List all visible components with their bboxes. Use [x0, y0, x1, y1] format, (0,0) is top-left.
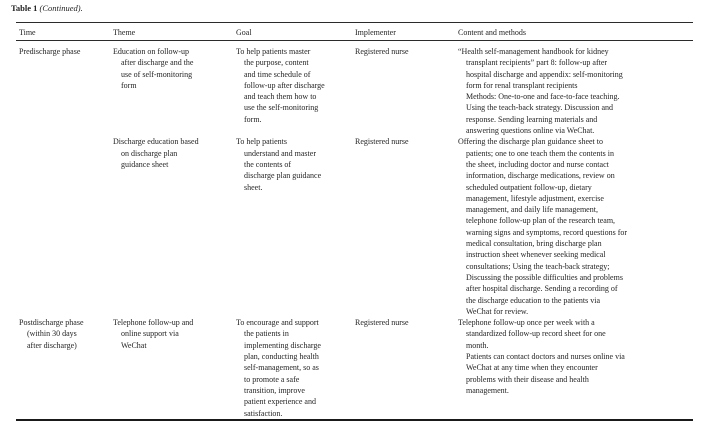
- cell-content-methods: “Health self-management handbook for kidney transplant recipients” part 8: follow-up after hospital discharge and appendix: self-monitoring form for renal transplant recipients Methods: One-to-one and face-to-face teaching. Using the teach-back strategy. Discussion and response. Sending learning materials and answering questions online via WeChat.: [458, 47, 623, 136]
- cell-implementer: Registered nurse: [355, 318, 409, 328]
- col-header-content-methods: Content and methods: [458, 28, 526, 37]
- cell-goal: To help patients master the purpose, content and time schedule of follow-up after discharge and teach them how to use the self-monitoring form.: [236, 47, 325, 124]
- table-body: [16, 41, 693, 421]
- cell-theme: Telephone follow-up and online support via WeChat: [113, 318, 194, 350]
- cell-theme: Education on follow-up after discharge and the use of self-monitoring form: [113, 47, 194, 90]
- table-title: [11, 3, 83, 14]
- table-title-label: Table 1: [11, 3, 38, 13]
- cell-implementer: Registered nurse: [355, 47, 409, 56]
- cell-theme: Discharge education based on discharge plan guidance sheet: [113, 137, 199, 169]
- cell-time: Postdischarge phase (within 30 days after discharge): [19, 318, 84, 350]
- cell-implementer: Registered nurse: [355, 137, 409, 147]
- table-title-note: (Continued).: [39, 3, 83, 13]
- table-row: [16, 136, 693, 317]
- cell-time: [16, 136, 110, 317]
- table-row: [16, 46, 693, 136]
- cell-goal: To help patients understand and master the contents of discharge plan guidance sheet.: [236, 137, 322, 192]
- table-row: [16, 317, 693, 419]
- col-header-implementer: Implementer: [355, 28, 396, 37]
- table-header-row: [16, 23, 693, 41]
- cell-content-methods: Offering the discharge plan guidance sheet to patients; one to one teach them the contents in the sheet, including doctor and nurse contact information, discharge medications, review on scheduled outpatient follow-up, dietary management, lifestyle adjustment, exercise management, and daily life management, telephone follow-up plan of the research team, warning signs and symptoms, record questions for medical consultation, bring discharge plan instruction sheet whenever seeking medical consultations; Using the teach-back strategy; Discussing the possible difficulties and problems after hospital discharge. Sending a recording of the discharge education to the patients via WeChat for review.: [458, 137, 628, 316]
- cell-goal: To encourage and support the patients in implementing discharge plan, conducting health self-management, so as to promote a safe transition, improve patient experience and satisfaction.: [236, 318, 321, 418]
- cell-time: Predischarge phase: [19, 47, 81, 56]
- col-header-goal: Goal: [236, 28, 252, 37]
- cell-content-methods: Telephone follow-up once per week with a standardized follow-up record sheet for one month. Patients can contact doctors and nurses online via WeChat at any time when they encounter problems with their disease and health management.: [458, 318, 625, 395]
- col-header-time: Time: [19, 28, 36, 37]
- intervention-table: [16, 22, 693, 421]
- col-header-theme: Theme: [113, 28, 136, 37]
